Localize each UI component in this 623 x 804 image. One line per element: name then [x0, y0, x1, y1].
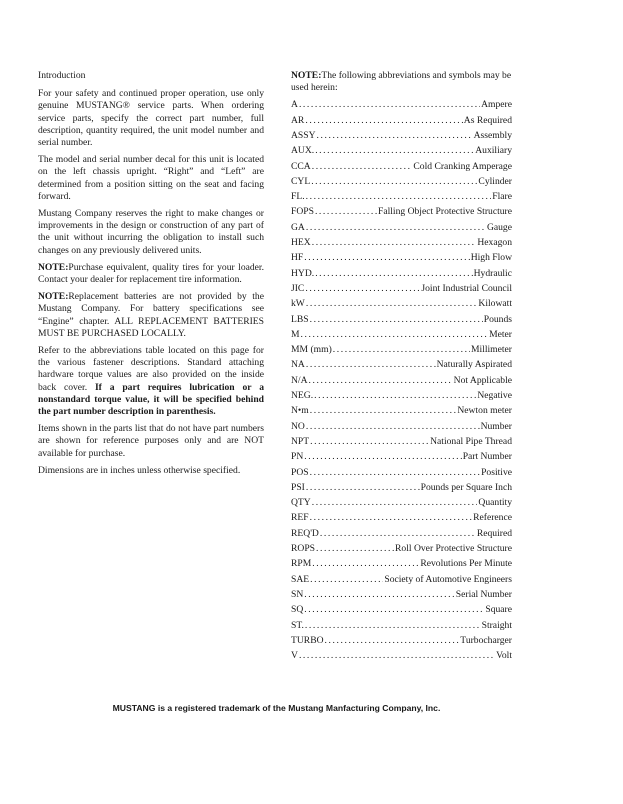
abbreviation-meaning: Auxiliary [475, 145, 512, 157]
abbreviation-meaning: High Flow [470, 252, 512, 264]
abbreviation-row [291, 589, 512, 604]
abbreviation-row [291, 329, 512, 344]
abbreviation: GA [291, 221, 305, 233]
dot-leader [312, 161, 413, 172]
abbreviation-row [291, 206, 512, 221]
abbreviation-meaning: Straight [481, 619, 512, 631]
abbreviation-meaning: Assembly [473, 130, 512, 141]
abbreviation: LBS [291, 313, 309, 325]
abbreviation-row [291, 421, 512, 436]
abbreviation-meaning: Revolutions Per Minute [420, 558, 512, 570]
abbreviation: CYL [291, 175, 311, 187]
abbreviation-meaning: Required [476, 527, 512, 539]
dot-leader [306, 222, 486, 233]
abbreviation: HF [291, 252, 304, 264]
dot-leader [312, 237, 477, 248]
abbreviations-note [291, 70, 512, 94]
abbreviation: NPT [291, 435, 310, 447]
abbreviation-meaning: Cold Cranking Amperage [413, 160, 512, 172]
tires-note-text: Purchase equivalent, quality tires for your loader. Contact your dealer for replacement tire information. [38, 261, 264, 286]
changes-paragraph: Mustang Company reserves the right to make changes or improvements in the design or construction of any part of the unit without incurring the obligation to install such changes on any previously delivered units. [38, 208, 264, 256]
abbreviation: TURBO [291, 634, 324, 646]
abbreviation: CCA [291, 160, 311, 172]
abbreviation-row [291, 451, 512, 466]
abbreviation: NEG. [291, 390, 314, 402]
dot-leader [314, 390, 476, 401]
abbreviation-meaning: Part Number [462, 451, 512, 463]
abbreviation-meaning: Turbocharger [460, 634, 512, 646]
abbreviation-row [291, 635, 512, 650]
abbreviation-meaning: Kilowatt [478, 298, 512, 310]
dot-leader [315, 206, 377, 217]
abbreviation: RPM [291, 558, 312, 570]
abbreviations-column [291, 70, 512, 665]
abbreviation-meaning: Pounds per Square Inch [420, 481, 512, 493]
abbreviation-meaning: Joint Industrial Council [421, 282, 512, 294]
abbreviation-meaning: Hydraulic [473, 267, 512, 279]
reference-items-paragraph: Items shown in the parts list that do not have part numbers are shown for reference purposes only and are NOT available for purchase. [38, 423, 264, 459]
dot-leader [301, 329, 489, 340]
dot-leader [310, 467, 480, 478]
abbreviation-row [291, 405, 512, 420]
dot-leader [310, 405, 457, 416]
abbreviation-meaning: Hexagon [477, 237, 512, 249]
abbreviation: PN [291, 451, 304, 463]
abbreviation-row [291, 130, 512, 145]
dot-leader [320, 528, 476, 539]
abbreviation-row [291, 191, 512, 206]
abbreviation-row [291, 176, 512, 191]
abbreviation-meaning: Ampere [481, 99, 512, 111]
dot-leader [317, 130, 473, 141]
dot-leader [316, 543, 394, 554]
fastener-text: Refer to the abbreviations table located on this page for the various fastener descriptions. Standard attaching hardware torque values are also provided on the inside back cover. [38, 345, 264, 393]
abbreviation: ROPS [291, 543, 315, 555]
dot-leader [315, 268, 472, 279]
abbreviation: PSI [291, 481, 305, 493]
abbreviation-meaning: Volt [496, 650, 512, 662]
dot-leader [304, 589, 455, 600]
abbreviations-note-text: The following abbreviations and symbols may be used herein: [291, 70, 512, 94]
abbreviation: HEX [291, 237, 311, 249]
abbreviation-meaning: Newton meter [457, 405, 512, 417]
abbreviation: POS [291, 466, 309, 478]
note-label: NOTE: [38, 291, 69, 303]
abbreviation-row [291, 467, 512, 482]
dot-leader [304, 252, 469, 263]
dot-leader [304, 451, 461, 462]
introduction-column [38, 70, 264, 482]
abbreviation: kW [291, 298, 305, 310]
abbreviation-row [291, 268, 512, 283]
abbreviation-meaning: Naturally Aspirated [436, 359, 512, 371]
abbreviation: SAE [291, 573, 310, 585]
dot-leader [306, 359, 436, 370]
abbreviation-row [291, 375, 512, 390]
abbreviation-meaning: Falling Object Protective Structure [377, 206, 512, 218]
dot-leader [312, 497, 478, 508]
dot-leader [306, 421, 480, 432]
abbreviation-meaning: Square [485, 604, 512, 616]
abbreviation-meaning: Gauge [486, 221, 512, 233]
abbreviation: N/A [291, 374, 308, 386]
trademark-footer: MUSTANG is a registered trademark of the Mustang Manfacturing Company, Inc. [112, 703, 441, 713]
abbreviation-row [291, 574, 512, 589]
abbreviation: NA [291, 359, 305, 371]
abbreviation-meaning: Negative [477, 390, 512, 402]
abbreviations-list [291, 99, 512, 665]
abbreviation: REQ'D [291, 527, 319, 539]
abbreviation-row [291, 252, 512, 267]
abbreviation-meaning: Roll Over Protective Structure [395, 543, 512, 555]
abbreviation-row [291, 390, 512, 405]
dot-leader [304, 604, 484, 615]
abbreviation: FOPS [291, 206, 314, 218]
abbreviation-meaning: Reference [473, 512, 512, 524]
abbreviation-row [291, 145, 512, 160]
note-label: NOTE: [291, 70, 322, 81]
dot-leader [311, 176, 477, 187]
abbreviation: MM (mm) [291, 344, 332, 356]
dimensions-paragraph: Dimensions are in inches unless otherwise specified. [38, 464, 241, 476]
abbreviation-meaning: Millimeter [470, 344, 512, 356]
lubrication-text: If a part requires lubrication or a nonstandard torque value, it will be specified behind the part number description in parenthesis. [38, 381, 264, 418]
abbreviation: REF [291, 512, 309, 524]
abbreviation-meaning: Pounds [483, 313, 512, 325]
dot-leader [333, 344, 470, 355]
tires-note [38, 262, 264, 286]
abbreviation: V [291, 650, 298, 662]
abbreviation: JIC [291, 282, 305, 294]
abbreviation: SN [291, 588, 304, 600]
batteries-note-text: Replacement batteries are not provided by the Mustang Company. For battery specifications see “Engine” chapter. ALL REPLACEMENT BATTERIES MUST BE PURCHASED LOCALLY. [38, 291, 264, 339]
abbreviation-row [291, 237, 512, 252]
abbreviation-row [291, 283, 512, 298]
dot-leader [305, 115, 462, 126]
dot-leader [310, 574, 383, 585]
abbreviation: AUX. [291, 145, 315, 157]
abbreviation: ST. [291, 619, 304, 631]
introduction-heading: Introduction [38, 70, 86, 81]
fastener-paragraph [38, 345, 264, 418]
abbreviation-meaning: National Pipe Thread [430, 435, 512, 447]
abbreviation: HYD. [291, 267, 315, 279]
dot-leader [310, 512, 473, 523]
abbreviation: AR [291, 114, 305, 126]
serial-decal-paragraph: The model and serial number decal for this unit is located on the left chassis upright. “Right” and “Left” are determined from a position sitting on the seat and facing forward. [38, 154, 264, 202]
abbreviation-row [291, 436, 512, 451]
abbreviation: FL. [291, 191, 305, 203]
dot-leader [310, 436, 429, 447]
dot-leader [309, 375, 453, 386]
abbreviation-row [291, 543, 512, 558]
abbreviation-row [291, 344, 512, 359]
dot-leader [325, 635, 460, 646]
abbreviation-meaning: Flare [492, 191, 512, 203]
dot-leader [306, 298, 478, 309]
dot-leader [315, 145, 474, 156]
dot-leader [305, 283, 420, 294]
abbreviation-meaning: Serial Number [455, 588, 512, 600]
abbreviation: N•m [291, 405, 309, 417]
abbreviation-row [291, 482, 512, 497]
service-parts-paragraph: For your safety and continued proper operation, use only genuine MUSTANG® service parts. When ordering service parts, specify the correct part number, full description, quantity required, the unit model number and serial number. [38, 88, 264, 149]
abbreviation-row [291, 222, 512, 237]
abbreviation-row [291, 604, 512, 619]
abbreviation-row [291, 359, 512, 374]
abbreviation-meaning: Number [480, 420, 512, 432]
abbreviation-row [291, 558, 512, 573]
batteries-note [38, 291, 264, 340]
dot-leader [312, 558, 419, 569]
abbreviation-meaning: Quantity [478, 497, 512, 509]
abbreviation-meaning: Cylinder [478, 175, 512, 187]
dot-leader [306, 482, 420, 493]
dot-leader [299, 650, 495, 661]
abbreviation: A [291, 99, 298, 111]
abbreviation-meaning: Not Applicable [453, 374, 512, 386]
abbreviation-meaning: Positive [481, 466, 512, 478]
dot-leader [310, 314, 483, 325]
abbreviation-meaning: As Required [463, 114, 512, 126]
abbreviation-row [291, 497, 512, 512]
abbreviation-row [291, 298, 512, 313]
abbreviation-row [291, 528, 512, 543]
abbreviation-row [291, 512, 512, 527]
abbreviation: SQ [291, 604, 304, 616]
abbreviation-row [291, 161, 512, 176]
abbreviation: NO [291, 420, 305, 432]
note-label: NOTE: [38, 261, 69, 273]
abbreviation-meaning: Society of Automotive Engineers [384, 573, 512, 585]
abbreviation: ASSY [291, 130, 316, 141]
abbreviation-row [291, 650, 512, 665]
abbreviation-meaning: Meter [489, 328, 512, 340]
abbreviation-row [291, 314, 512, 329]
abbreviation-row [291, 99, 512, 114]
abbreviation-row [291, 620, 512, 635]
dot-leader [299, 99, 480, 110]
abbreviation: M [291, 328, 300, 340]
dot-leader [306, 191, 492, 202]
dot-leader [305, 620, 481, 631]
abbreviation: QTY [291, 497, 311, 509]
abbreviation-row [291, 115, 512, 130]
